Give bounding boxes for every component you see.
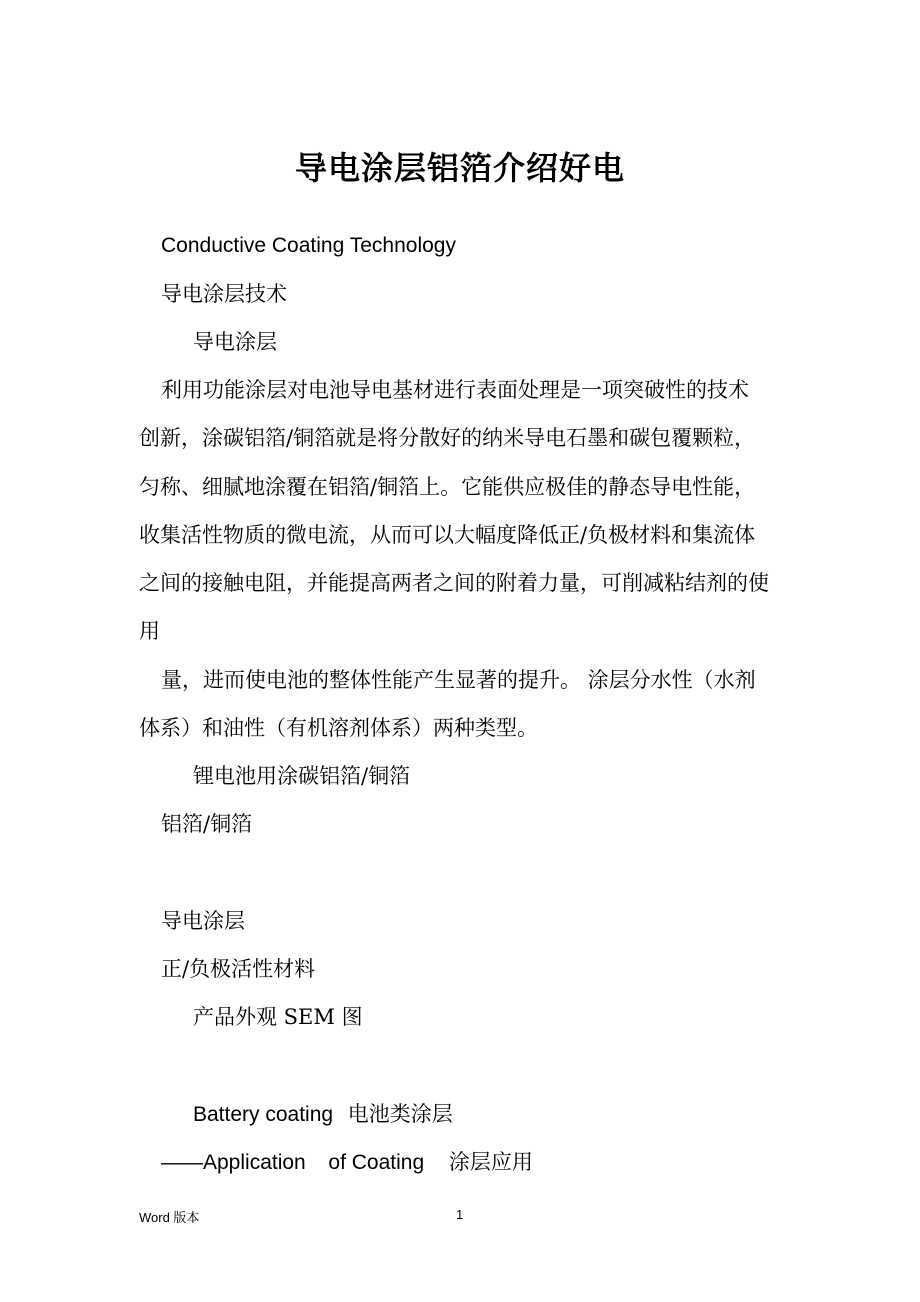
paragraph-line: 匀称、细腻地涂覆在铝箔/铜箔上。它能供应极佳的静态导电性能，	[139, 474, 756, 499]
paragraph-line: 体系）和油性（有机溶剂体系）两种类型。	[139, 716, 538, 741]
paragraph-line: 利用功能涂层对电池导电基材进行表面处理是一项突破性的技术	[161, 378, 749, 402]
label-coating: 导电涂层	[161, 909, 245, 933]
application-dash: ——Application	[161, 1151, 306, 1174]
paragraph-line: 量，进而使电池的整体性能产生显著的提升。 涂层分水性（水剂	[161, 668, 756, 692]
application-line	[161, 1147, 533, 1178]
page-number: 1	[456, 1207, 464, 1222]
paragraph-line: 收集活性物质的微电流，从而可以大幅度降低正/负极材料和集流体	[139, 522, 756, 547]
application-cn: 涂层应用	[448, 1150, 533, 1174]
label-foil: 铝箔/铜箔	[161, 812, 253, 836]
battery-coating-line	[193, 1099, 453, 1130]
battery-coating-cn: 电池类涂层	[347, 1102, 453, 1126]
figure-caption: 锂电池用涂碳铝箔/铜箔	[193, 764, 411, 788]
label-active-material: 正/负极活性材料	[161, 957, 316, 981]
sem-caption: 产品外观 SEM 图	[193, 1005, 363, 1029]
paragraph-continuation	[139, 656, 784, 753]
heading-chinese: 导电涂层技术	[161, 282, 287, 306]
application-of: of Coating	[328, 1151, 425, 1174]
footer-left: Word 版本	[139, 1210, 200, 1225]
subheading: 导电涂层	[193, 330, 277, 354]
paragraph-line: 之间的接触电阻，并能提高两者之间的附着力量，可削减粘结剂的使	[139, 571, 769, 596]
document-title: 导电涂层铝箔介绍好电	[294, 149, 625, 187]
paragraph-line: 创新，涂碳铝箔/铜箔就是将分散好的纳米导电石墨和碳包覆颗粒，	[139, 426, 756, 451]
heading-english: Conductive Coating Technology	[161, 234, 456, 257]
paragraph-intro	[139, 366, 784, 656]
battery-coating-en: Battery coating	[193, 1103, 334, 1126]
paragraph-line: 用	[139, 619, 160, 644]
